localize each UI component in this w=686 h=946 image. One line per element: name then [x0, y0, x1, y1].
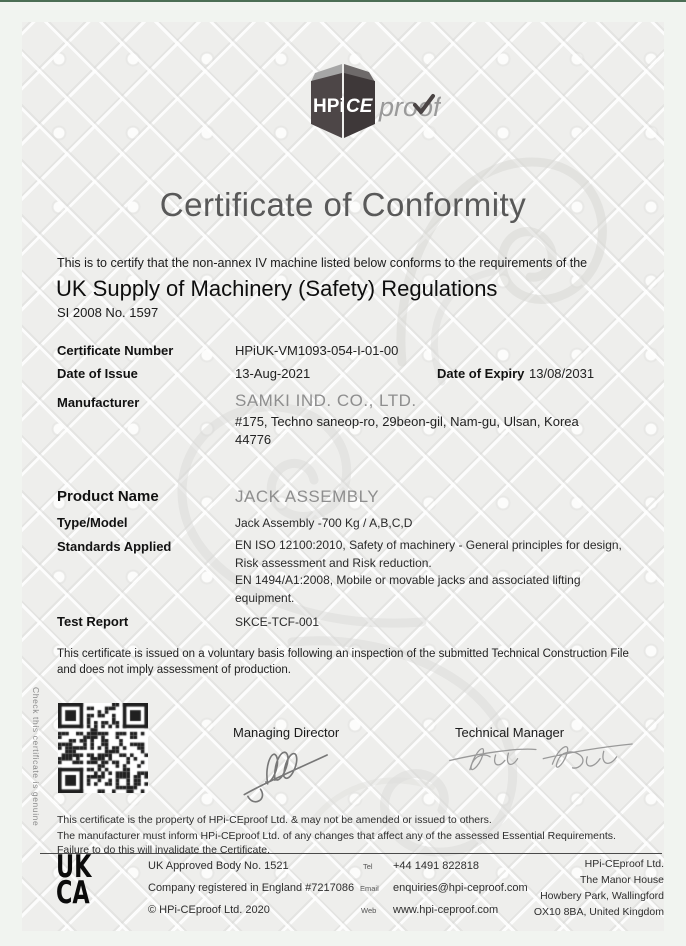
legal-line2: The manufacturer must inform HPi-CEproof Ltd. of any changes that affect any of the assessed Essential Requirements.: [57, 830, 616, 842]
regulation-title: UK Supply of Machinery (Safety) Regulations: [56, 276, 498, 301]
company-registration: Company registered in England #7217086: [148, 882, 355, 894]
approved-body: UK Approved Body No. 1521: [148, 860, 289, 872]
ukca-ca: CA: [56, 875, 90, 911]
technical-manager-signature: [438, 733, 643, 788]
manufacturer-address-line1: #175, Techno saneop-ro, 29beon-gil, Nam-gu, Ulsan, Korea: [235, 414, 579, 429]
test-report-label: Test Report: [57, 614, 129, 629]
copyright: © HPi-CEproof Ltd. 2020: [148, 904, 270, 916]
test-report-value: SKCE-TCF-001: [235, 615, 320, 629]
voluntary-note: This certificate is issued on a voluntary basis following an inspection of the submitted Technical Construction File and does not imply assessment of production.: [57, 648, 629, 676]
footer-divider: [40, 853, 662, 854]
logo-hpi-text: HPi: [313, 96, 345, 117]
type-model-value: Jack Assembly -700 Kg / A,B,C,D: [235, 516, 413, 530]
regulation-reference: SI 2008 No. 1597: [57, 305, 159, 320]
logo-proof-text: proof: [379, 92, 441, 122]
manufacturer-label: Manufacturer: [57, 395, 140, 410]
qr-code: [58, 703, 148, 793]
top-edge-line: [0, 0, 686, 2]
address-line: Howbery Park, Wallingford: [540, 890, 664, 902]
web-value: www.hpi-ceproof.com: [393, 904, 499, 916]
web-label: Web: [361, 906, 377, 915]
date-of-expiry-value: 13/08/2031: [529, 366, 595, 381]
company-address: [444, 856, 664, 920]
address-line: HPi-CEproof Ltd.: [584, 858, 664, 870]
manufacturer-address-line2: 44776: [235, 432, 272, 447]
email-label: Email: [360, 884, 379, 893]
ukca-mark: [56, 849, 92, 911]
technical-manager-title: Technical Manager: [455, 725, 565, 740]
date-of-issue-label: Date of Issue: [57, 366, 138, 381]
address-line: OX10 8BA, United Kingdom: [533, 906, 664, 918]
managing-director-title: Managing Director: [233, 725, 340, 740]
standards-line1: EN ISO 12100:2010, Safety of machinery - General principles for design, Risk assessment and Risk reduction.: [235, 538, 622, 570]
ukca-uk: UK: [56, 849, 92, 885]
date-of-expiry-label: Date of Expiry: [437, 366, 525, 381]
legal-line1: This certificate is the property of HPi-CEproof Ltd. & may not be amended or issued to others.: [57, 814, 492, 826]
tel-value: +44 1491 822818: [393, 860, 479, 872]
product-name-label: Product Name: [57, 488, 159, 505]
type-model-label: Type/Model: [57, 515, 128, 530]
address-line: The Manor House: [579, 874, 664, 886]
certificate-number-value: HPiUK-VM1093-054-I-01-00: [235, 343, 399, 358]
tel-label: Tel: [363, 862, 373, 871]
email-value: enquiries@hpi-ceproof.com: [393, 882, 528, 894]
manufacturer-name: SAMKI IND. CO., LTD.: [235, 391, 417, 410]
hpi-ceproof-logo: [305, 60, 441, 146]
page-title: Certificate of Conformity: [159, 186, 527, 223]
certificate-body: [22, 22, 664, 931]
standards-applied-label: Standards Applied: [57, 539, 172, 554]
intro-line: This is to certify that the non-annex IV machine listed below conforms to the requirements of the: [57, 256, 588, 270]
standards-applied-value: [235, 537, 643, 607]
date-of-issue-value: 13-Aug-2021: [235, 366, 311, 381]
legal-line3: Failure to do this will invalidate the Certificate.: [57, 844, 271, 856]
certificate-number-label: Certificate Number: [57, 343, 174, 358]
logo-ce-text: CE: [346, 96, 373, 117]
qr-caption: Check this certificate is genuine: [31, 687, 41, 827]
product-name-value: JACK ASSEMBLY: [235, 487, 380, 506]
standards-line2: EN 1494/A1:2008, Mobile or movable jacks and associated lifting equipment.: [235, 573, 581, 605]
managing-director-signature: [228, 737, 338, 809]
